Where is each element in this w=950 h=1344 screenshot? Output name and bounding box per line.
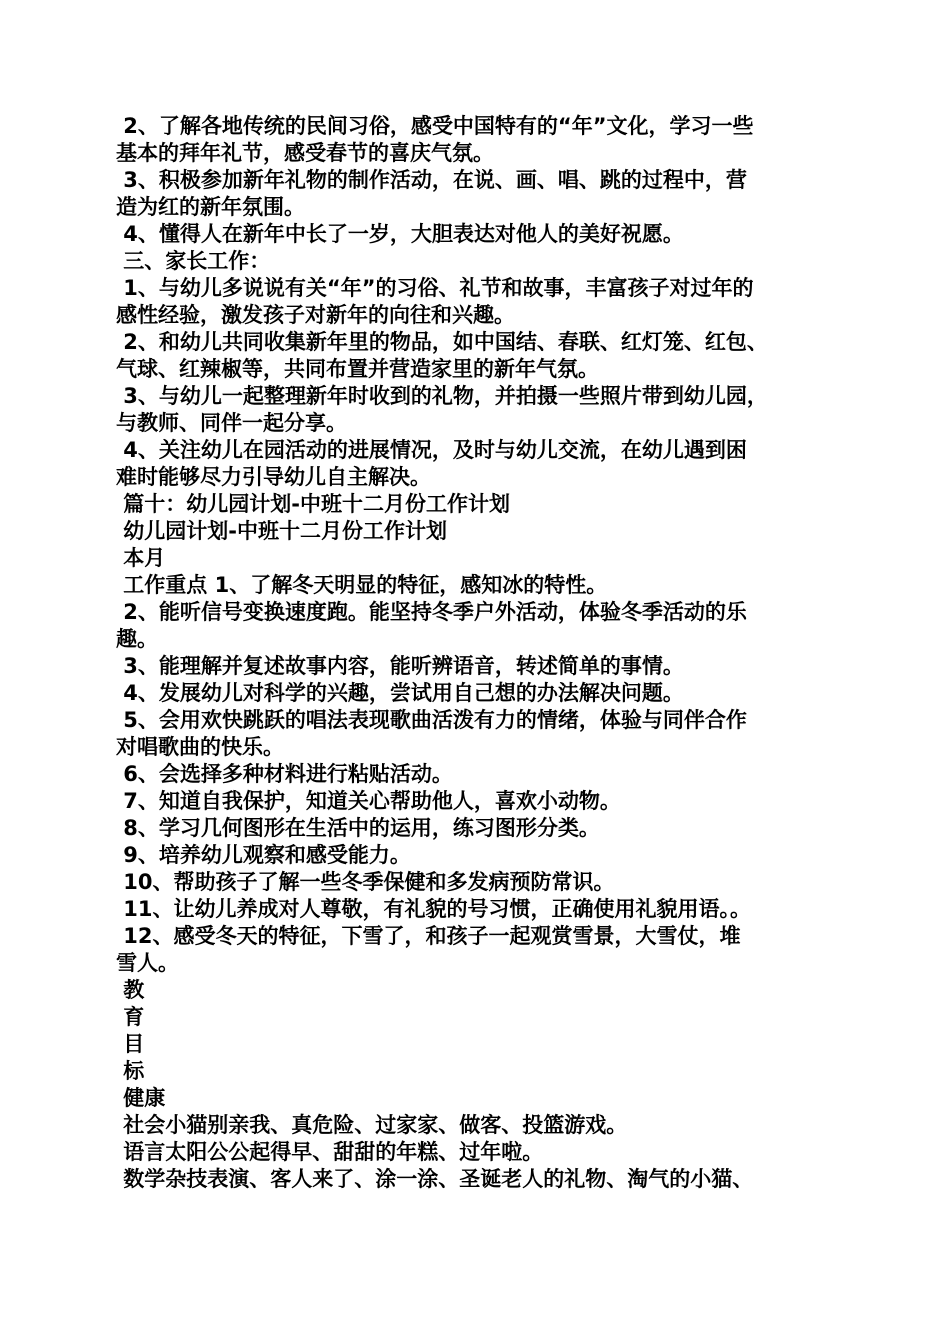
text-line: 8、学习几何图形在生活中的运用，练习图形分类。 [116,816,600,840]
text-line: 雪人。 [116,951,179,975]
text-line: 4、关注幼儿在园活动的进展情况，及时与幼儿交流，在幼儿遇到困 [116,438,747,462]
plan-title: 幼儿园计划-中班十二月份工作计划 [116,519,448,543]
text-line: 3、与幼儿一起整理新年时收到的礼物，并拍摄一些照片带到幼儿园， [116,384,768,408]
text-line: 造为红的新年氛围。 [116,195,305,219]
text-line: 5、会用欢快跳跃的唱法表现歌曲活泼有力的情绪，体验与同伴合作 [116,708,747,732]
chapter-title: 篇十：幼儿园计划-中班十二月份工作计划 [116,492,511,516]
text-line: 目 [116,1032,145,1056]
text-line: 基本的拜年礼节，感受春节的喜庆气氛。 [116,141,494,165]
text-line: 对唱歌曲的快乐。 [116,735,284,759]
text-line: 10、帮助孩子了解一些冬季保健和多发病预防常识。 [116,870,615,894]
text-line: 标 [116,1059,145,1083]
text-line: 语言太阳公公起得早、甜甜的年糕、过年啦。 [116,1140,544,1164]
text-line: 感性经验，激发孩子对新年的向往和兴趣。 [116,303,515,327]
document-body [116,113,856,1193]
text-line: 4、发展幼儿对科学的兴趣，尝试用自己想的办法解决问题。 [116,681,684,705]
text-line: 6、会选择多种材料进行粘贴活动。 [116,762,453,786]
text-line: 教 [116,978,145,1002]
text-line: 社会小猫别亲我、真危险、过家家、做客、投篮游戏。 [116,1113,628,1137]
text-line: 3、积极参加新年礼物的制作活动，在说、画、唱、跳的过程中，营 [116,168,747,192]
text-line: 9、培养幼儿观察和感受能力。 [116,843,411,867]
text-line: 3、能理解并复述故事内容，能听辨语音，转述简单的事情。 [116,654,684,678]
text-line: 12、感受冬天的特征，下雪了，和孩子一起观赏雪景，大雪仗，堆 [116,924,741,948]
text-line: 7、知道自我保护，知道关心帮助他人，喜欢小动物。 [116,789,621,813]
text-line: 趣。 [116,627,158,651]
text-line: 工作重点 1、了解冬天明显的特征，感知冰的特性。 [116,573,608,597]
text-line: 本月 [116,546,166,570]
text-line: 2、和幼儿共同收集新年里的物品，如中国结、春联、红灯笼、红包、 [116,330,768,354]
text-line: 育 [116,1005,145,1029]
text-line: 气球、红辣椒等，共同布置并营造家里的新年气氛。 [116,357,599,381]
text-line: 2、能听信号变换速度跑。能坚持冬季户外活动，体验冬季活动的乐 [116,600,747,624]
text-line: 2、了解各地传统的民间习俗，感受中国特有的“年”文化，学习一些 [116,114,754,138]
text-line: 健康 [116,1086,166,1110]
text-line: 数学杂技表演、客人来了、涂一涂、圣诞老人的礼物、淘气的小猫、 [116,1167,754,1191]
section-heading: 三、家长工作： [116,249,271,273]
text-line: 难时能够尽力引导幼儿自主解决。 [116,465,431,489]
text-line: 4、懂得人在新年中长了一岁，大胆表达对他人的美好祝愿。 [116,222,684,246]
text-line: 11、让幼儿养成对人尊敬，有礼貌的号习惯，正确使用礼貌用语。。 [116,897,752,921]
text-line: 1、与幼儿多说说有关“年”的习俗、礼节和故事，丰富孩子对过年的 [116,276,754,300]
text-line: 与教师、同伴一起分享。 [116,411,347,435]
